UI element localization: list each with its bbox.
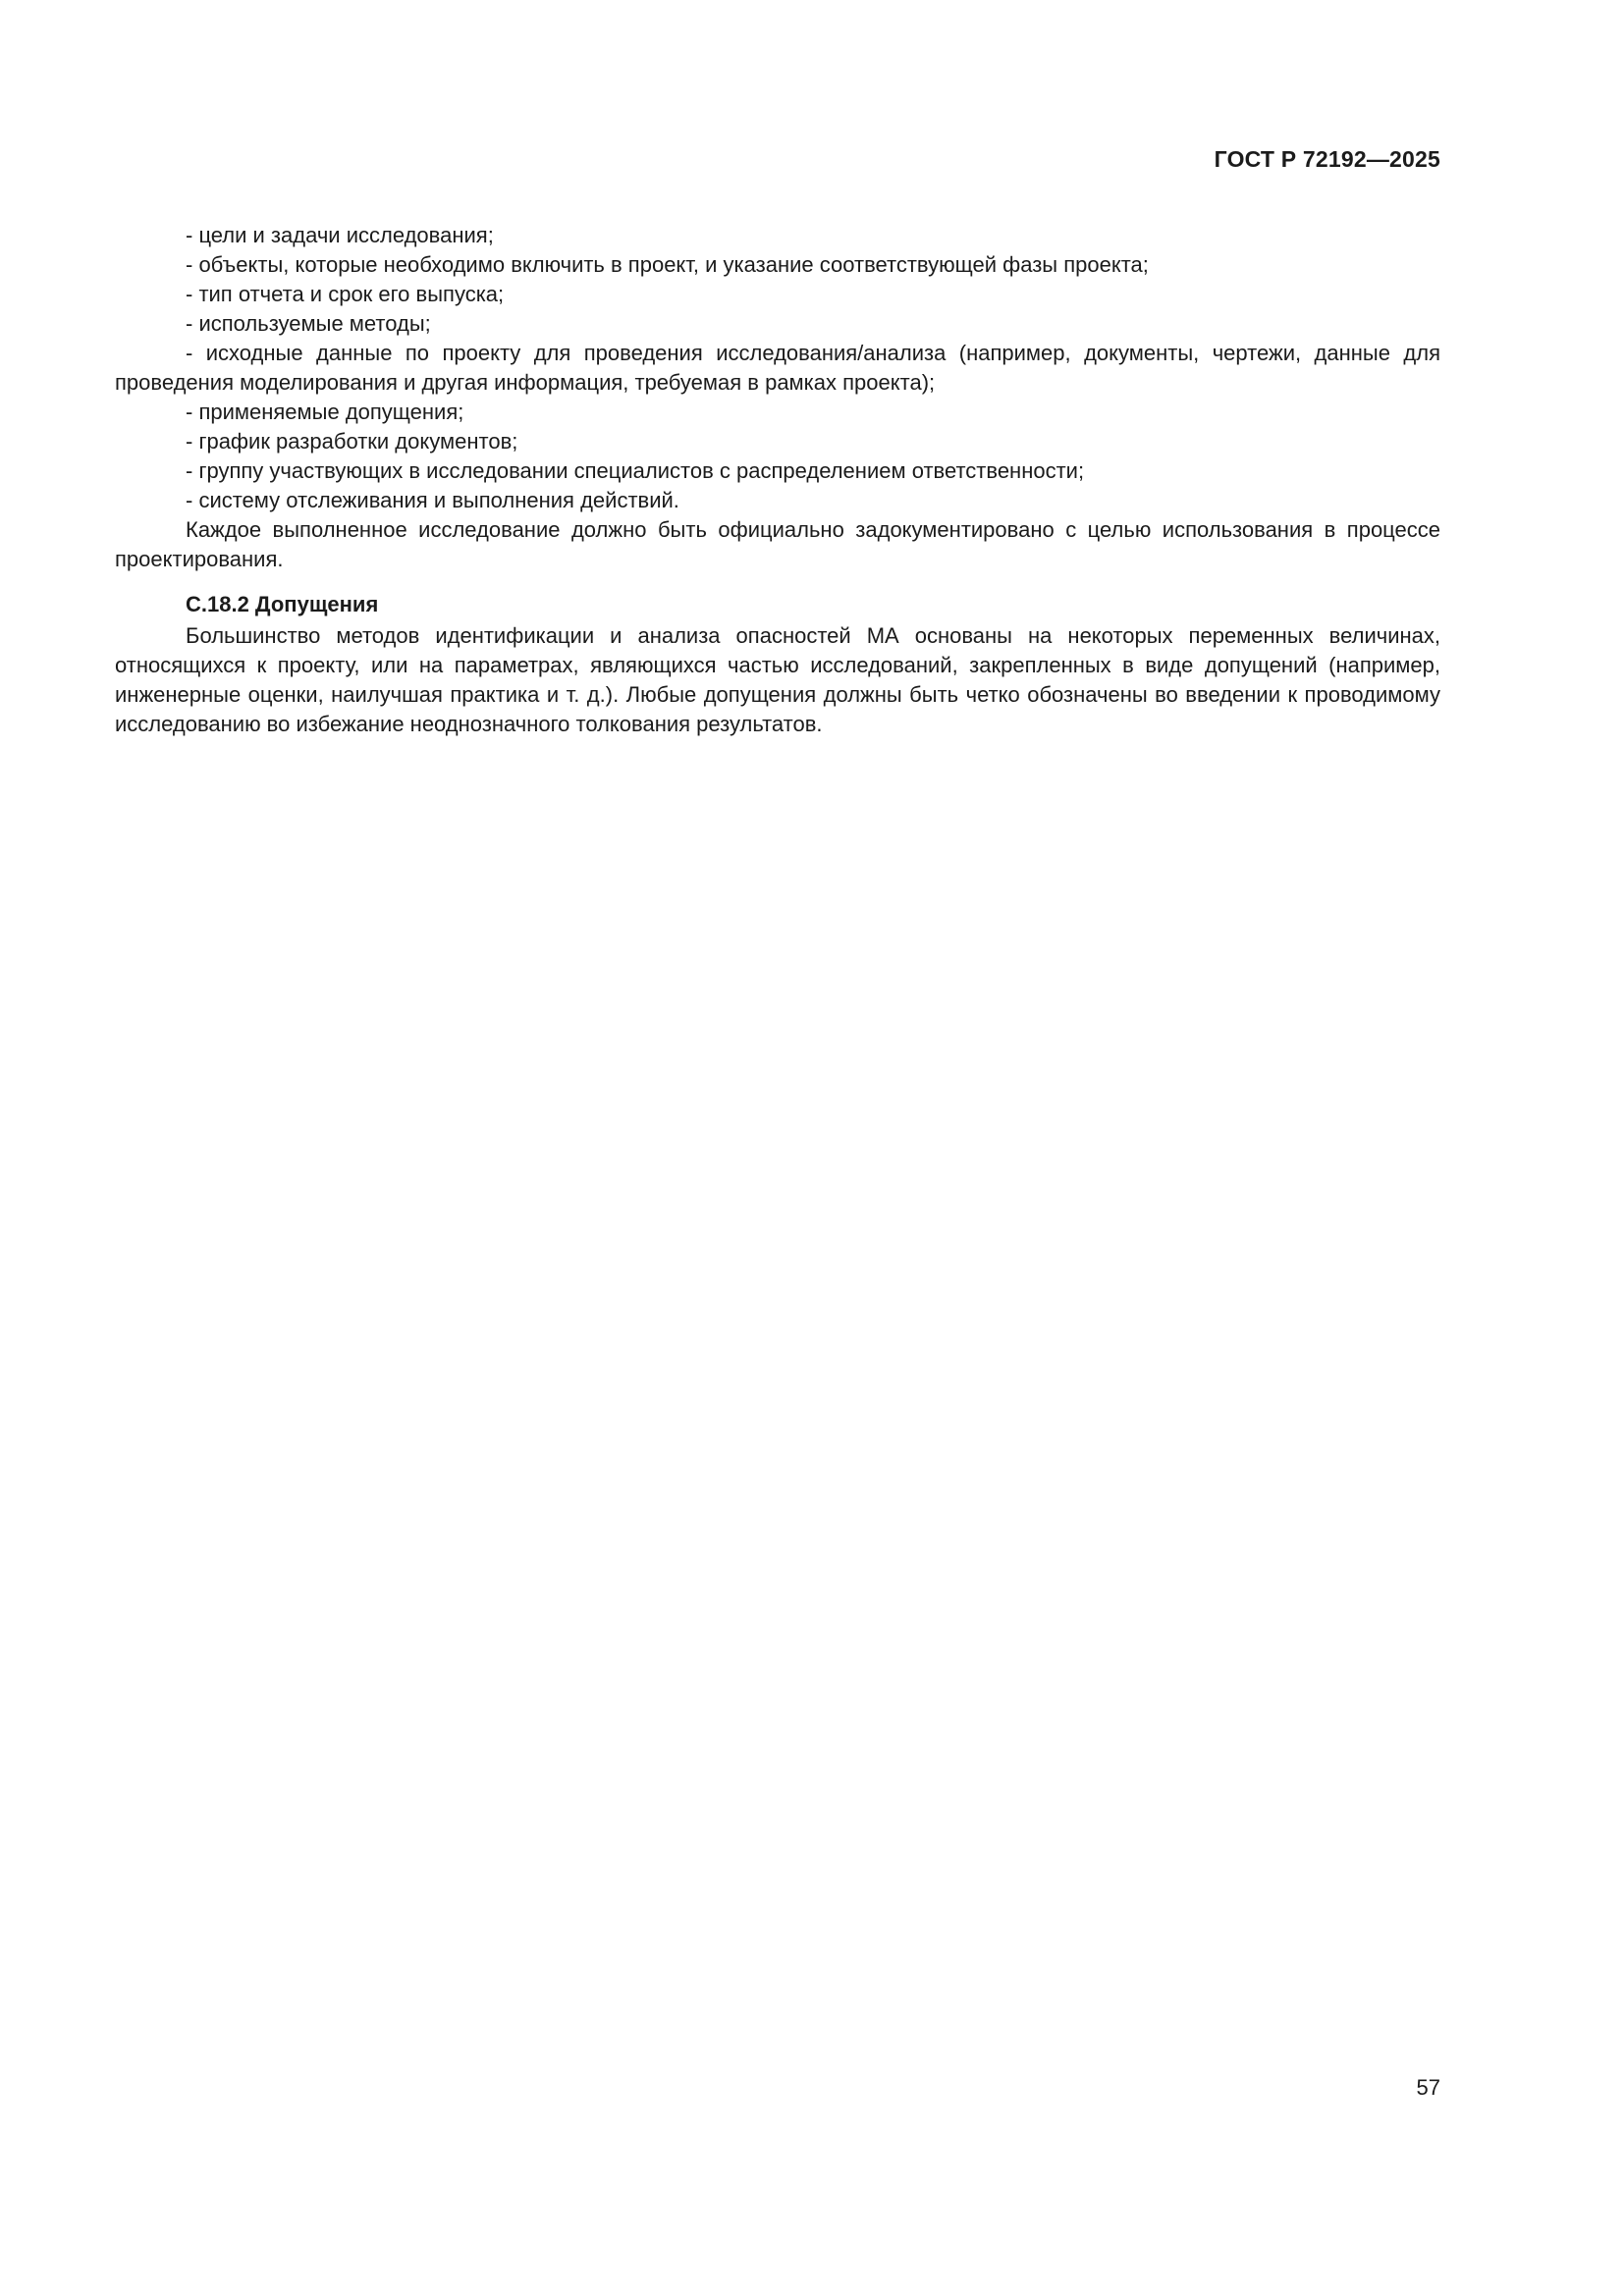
document-body xyxy=(115,221,1440,739)
list-item: - систему отслеживания и выполнения действий. xyxy=(186,488,679,512)
paragraph-documentation: Каждое выполненное исследование должно быть официально задокументировано с целью использования в процессе проектирования. xyxy=(115,517,1440,571)
standard-number: ГОСТ Р 72192—2025 xyxy=(1214,146,1440,172)
document-header xyxy=(115,145,1440,173)
list-item: - применяемые допущения; xyxy=(186,400,464,424)
page-number: 57 xyxy=(1416,2075,1440,2100)
list-item: - используемые методы; xyxy=(186,311,431,336)
list-item: - объекты, которые необходимо включить в проект, и указание соответствующей фазы проекта; xyxy=(186,252,1149,277)
list-item: - тип отчета и срок его выпуска; xyxy=(186,282,505,306)
list-item: - группу участвующих в исследовании специалистов с распределением ответственности; xyxy=(186,458,1085,483)
list-item: - цели и задачи исследования; xyxy=(186,223,494,247)
section-heading: С.18.2 Допущения xyxy=(186,592,379,616)
list-item: - график разработки документов; xyxy=(186,429,518,454)
list-item: - исходные данные по проекту для проведения исследования/анализа (например, документы, чертежи, данные для проведения моделирования и другая информация, требуемая в рамках проекта); xyxy=(115,341,1440,395)
paragraph-assumptions: Большинство методов идентификации и анализа опасностей МА основаны на некоторых переменных величинах, относящихся к проекту, или на параметрах, являющихся частью исследований, закрепленных в виде допущений (например, инженерные оценки, наилучшая практика и т. д.). Любые допущения должны быть четко обозначены во введении к проводимому исследованию во избежание неоднозначного толкования результатов. xyxy=(115,623,1440,736)
